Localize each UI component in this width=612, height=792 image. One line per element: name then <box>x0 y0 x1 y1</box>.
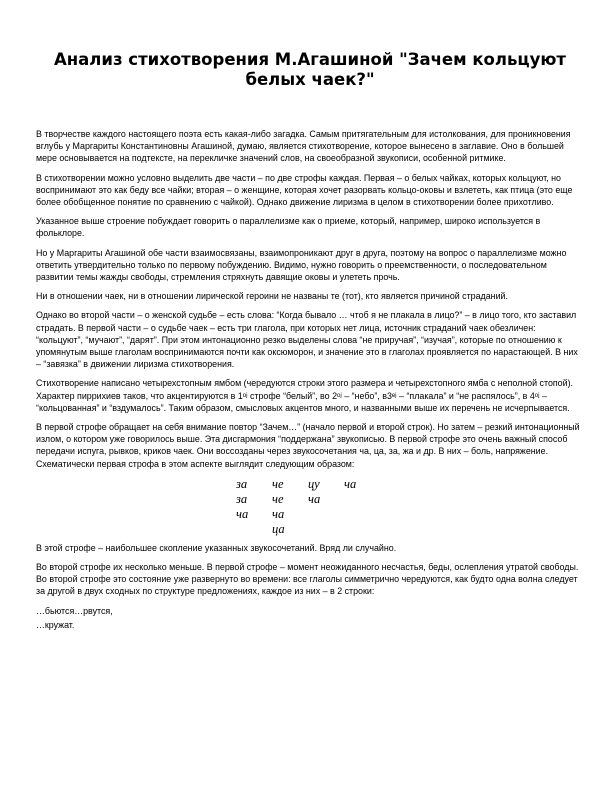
paragraph: Стихотворение написано четырехстопным ямбом (чередуются строки этого размера и четырехстопного ямба с неполной стопой). Характер пиррихиев таков, что акцентируются в 1ᵒʲ строфе “белый”, во 2ᵒʲ – “небо”, в3ᵉʲ – “плакала” и “не распялось”, в 4ᵒʲ – “кольцованная” и “вздумалось”. Таким образом, смысловых акцентов много, и названными выше их перечень не исчерпывается. <box>36 378 574 413</box>
scheme-syllable <box>308 507 344 522</box>
page-title: Анализ стихотворения М.Агашиной "Зачем кольцуют белых чаек?" <box>54 50 566 89</box>
paragraph: В творчестве каждого настоящего поэта есть какая-либо загадка. Самым притягательным для истолкования, для проникновения вглубь у Маргариты Константиновны Агашиной, думаю, является стихотворение, которое вынесено в заглавие. Оно в большей мере основывается на подтексте, на перекличке значений слов, на своеобразной звукописи, особенной ритмике. <box>36 129 571 164</box>
scheme-syllable: ца <box>272 521 285 536</box>
paragraph: В этой строфе – наибольшее скопление указанных звукосочетаний. Вряд ли случайно. <box>36 542 397 553</box>
sound-scheme <box>236 477 581 537</box>
paragraph: В первой строфе обращает на себя внимание повтор “Зачем…” (начало первой и второй строк). Но затем – резкий интонационный излом, о котором уже говорилось выше. Эта дисгармония “поддержана” звукописью. В первой строфе это очень важный способ передачи испуга, рывков, криков чаек. Они воссозданы через звукосочетания ча, ца, за, жа и др. В них – боль, напряжение. Схематически первая строфа в этом аспекте выглядит следующим образом: <box>36 422 580 469</box>
scheme-syllable: за <box>236 476 248 491</box>
scheme-syllable: цу <box>308 476 320 491</box>
paragraph: Но у Маргариты Агашиной обе части взаимосвязаны, взаимопроникают друг в друга, поэтому на вопрос о параллелизме можно ответить утвердительно только по первому побуждению. Видимо, нужно говорить о преемственности, о последовательном развитии темы жажды свободы, стремления стряхнуть давящие оковы и улететь прочь. <box>36 247 567 283</box>
quote-lines <box>36 605 581 631</box>
quote-line: …кружат. <box>36 619 75 630</box>
scheme-syllable <box>344 522 380 537</box>
scheme-syllable: ча <box>272 506 285 521</box>
scheme-syllable <box>308 522 344 537</box>
paragraph: Ни в отношении чаек, ни в отношении лирической героини не названы те (тот), кто является причиной страданий. <box>36 291 508 302</box>
scheme-syllable: за <box>236 491 248 506</box>
paragraph: Во второй строфе их несколько меньше. В первой строфе – момент неожиданного несчастья, беды, ослепления утратой свободы. Во второй строфе это состояние уже развернуто во времени: все глаголы симметрично чередуются, как будто одна волна следует за другой в двух сходных по структуре предложениях, каждое из них – в 2 строки: <box>36 562 579 597</box>
scheme-syllable: че <box>272 491 284 506</box>
scheme-syllable <box>236 522 272 537</box>
paragraph: Однако во второй части – о женской судьбе – есть слова: “Когда бывало … чтоб я не плакала в лицо?” – в лицо того, кто заставил страдать. В первой части – о судьбе чаек – есть три глагола, при которых нет лица, источник страданий чаек обезличен: “кольцуют”, “мучают”, “дарят”. При этом интонационно резко выделены слова “не приручая”, “изучая”, которые по отношению к упомянутым выше глаголам воспринимаются почти как оксюморон, и значение это в глаголах проявляется по нарастающей. В них – “завязка” в движении лиризма стихотворения. <box>36 310 578 370</box>
scheme-syllable: че <box>272 476 284 491</box>
paragraph: Указанное выше строение побуждает говорить о параллелизме как о приеме, который, например, широко используется в фольклоре. <box>36 216 541 239</box>
scheme-syllable: ча <box>236 506 249 521</box>
document-body <box>36 128 581 633</box>
paragraph: В стихотворении можно условно выделить две части – по две строфы каждая. Первая – о белых чайках, которых кольцуют, но воспринимают это как беду все чайки; вторая – о женщине, которая хочет разорвать кольцо-оковы и взлететь, как птица (это еще более обобщенное понятие по сравнению с чайкой). Однако движение лиризма в целом в стихотворении более прихотливо. <box>36 172 573 208</box>
scheme-syllable <box>344 492 380 507</box>
quote-line: …бьются…рвутся, <box>36 605 113 616</box>
scheme-syllable <box>344 507 380 522</box>
scheme-syllable: ча <box>344 476 357 491</box>
scheme-syllable: ча <box>308 491 321 506</box>
